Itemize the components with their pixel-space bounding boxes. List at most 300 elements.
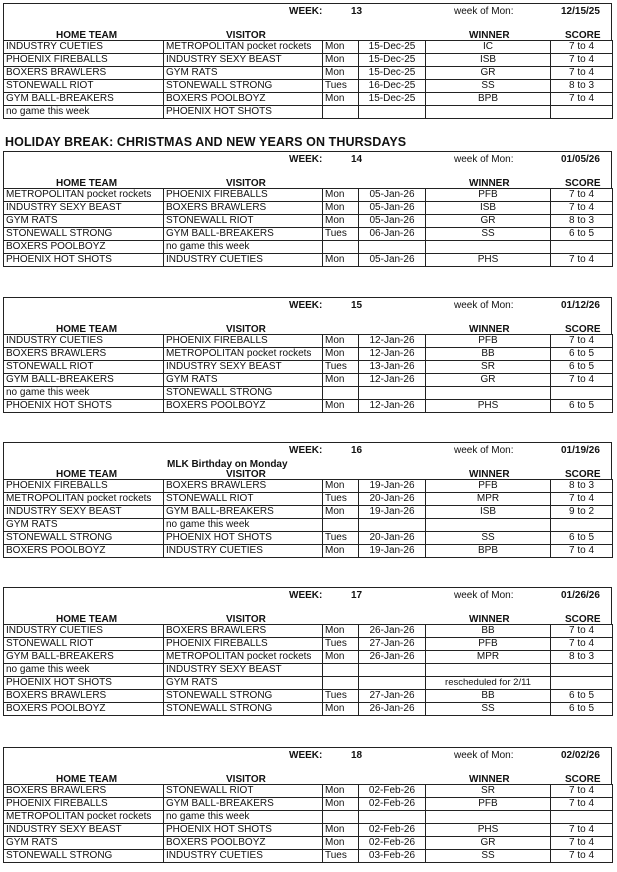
- col-home-team: HOME TEAM: [56, 774, 118, 785]
- day-cell: [323, 677, 359, 690]
- score-cell: 7 to 4: [551, 67, 613, 80]
- game-row: [4, 106, 613, 119]
- game-row: [4, 400, 613, 413]
- date-cell: [359, 106, 426, 119]
- week-header: [4, 443, 611, 479]
- score-cell: 7 to 4: [551, 837, 613, 850]
- week-label: WEEK:: [289, 750, 323, 761]
- score-cell: 7 to 4: [551, 493, 613, 506]
- home-team-cell: PHOENIX FIREBALLS: [4, 480, 164, 493]
- visitor-cell: BOXERS BRAWLERS: [164, 202, 323, 215]
- game-row: [4, 480, 613, 493]
- winner-cell: ISB: [426, 506, 551, 519]
- home-team-cell: PHOENIX HOT SHOTS: [4, 677, 164, 690]
- visitor-cell: INDUSTRY CUETIES: [164, 254, 323, 267]
- date-cell: 15-Dec-25: [359, 93, 426, 106]
- col-winner: WINNER: [469, 30, 510, 41]
- games-table: [3, 479, 613, 558]
- home-team-cell: INDUSTRY SEXY BEAST: [4, 506, 164, 519]
- winner-cell: [426, 387, 551, 400]
- week-label: WEEK:: [289, 154, 323, 165]
- day-cell: Mon: [323, 480, 359, 493]
- visitor-cell: BOXERS POOLBOYZ: [164, 837, 323, 850]
- day-cell: Mon: [323, 254, 359, 267]
- day-cell: Mon: [323, 189, 359, 202]
- col-home-team: HOME TEAM: [56, 614, 118, 625]
- home-team-cell: BOXERS POOLBOYZ: [4, 241, 164, 254]
- score-cell: 7 to 4: [551, 254, 613, 267]
- winner-cell: ISB: [426, 54, 551, 67]
- date-cell: 05-Jan-26: [359, 189, 426, 202]
- week-number: 13: [351, 6, 363, 17]
- winner-cell: BB: [426, 690, 551, 703]
- winner-cell: SS: [426, 532, 551, 545]
- game-row: [4, 493, 613, 506]
- date-cell: 05-Jan-26: [359, 202, 426, 215]
- score-cell: 7 to 4: [551, 202, 613, 215]
- col-score: SCORE: [565, 178, 601, 189]
- game-row: [4, 189, 613, 202]
- winner-cell: PHS: [426, 824, 551, 837]
- home-team-cell: STONEWALL RIOT: [4, 80, 164, 93]
- week-of-label: week of Mon:: [454, 445, 514, 456]
- date-cell: 19-Jan-26: [359, 506, 426, 519]
- score-cell: 8 to 3: [551, 215, 613, 228]
- game-row: [4, 387, 613, 400]
- game-row: [4, 67, 613, 80]
- date-cell: 26-Jan-26: [359, 651, 426, 664]
- week-of-date: 01/26/26: [561, 590, 600, 601]
- visitor-cell: GYM RATS: [164, 677, 323, 690]
- visitor-cell: no game this week: [164, 811, 323, 824]
- date-cell: [359, 519, 426, 532]
- week-note: MLK Birthday on Monday: [167, 459, 288, 470]
- day-cell: Mon: [323, 625, 359, 638]
- visitor-cell: GYM BALL-BREAKERS: [164, 506, 323, 519]
- score-cell: 7 to 4: [551, 824, 613, 837]
- visitor-cell: BOXERS POOLBOYZ: [164, 93, 323, 106]
- score-cell: 7 to 4: [551, 625, 613, 638]
- visitor-cell: GYM BALL-BREAKERS: [164, 798, 323, 811]
- week-of-label: week of Mon:: [454, 300, 514, 311]
- week-number: 15: [351, 300, 363, 311]
- week-of-date: 01/12/26: [561, 300, 600, 311]
- home-team-cell: GYM RATS: [4, 215, 164, 228]
- visitor-cell: BOXERS BRAWLERS: [164, 480, 323, 493]
- game-row: [4, 545, 613, 558]
- week-block: [3, 297, 612, 413]
- visitor-cell: PHOENIX FIREBALLS: [164, 638, 323, 651]
- game-row: [4, 703, 613, 716]
- date-cell: [359, 387, 426, 400]
- visitor-cell: PHOENIX HOT SHOTS: [164, 824, 323, 837]
- day-cell: Tues: [323, 80, 359, 93]
- day-cell: [323, 664, 359, 677]
- visitor-cell: STONEWALL RIOT: [164, 785, 323, 798]
- col-visitor: VISITOR: [226, 469, 266, 480]
- game-row: [4, 335, 613, 348]
- score-cell: 9 to 2: [551, 506, 613, 519]
- winner-cell: PFB: [426, 335, 551, 348]
- game-row: [4, 690, 613, 703]
- winner-cell: GR: [426, 374, 551, 387]
- visitor-cell: no game this week: [164, 241, 323, 254]
- score-cell: [551, 241, 613, 254]
- date-cell: 13-Jan-26: [359, 361, 426, 374]
- games-table: [3, 784, 613, 863]
- home-team-cell: BOXERS BRAWLERS: [4, 690, 164, 703]
- winner-cell: GR: [426, 837, 551, 850]
- score-cell: 7 to 4: [551, 785, 613, 798]
- winner-cell: ISB: [426, 202, 551, 215]
- home-team-cell: no game this week: [4, 664, 164, 677]
- game-row: [4, 215, 613, 228]
- games-table: [3, 40, 613, 119]
- col-visitor: VISITOR: [226, 324, 266, 335]
- games-table: [3, 624, 613, 716]
- visitor-cell: STONEWALL STRONG: [164, 387, 323, 400]
- date-cell: [359, 811, 426, 824]
- day-cell: Mon: [323, 703, 359, 716]
- score-cell: 8 to 3: [551, 651, 613, 664]
- day-cell: Mon: [323, 202, 359, 215]
- week-of-date: 02/02/26: [561, 750, 600, 761]
- week-block: [3, 587, 612, 716]
- game-row: [4, 54, 613, 67]
- visitor-cell: GYM RATS: [164, 374, 323, 387]
- week-header: [4, 588, 611, 624]
- winner-cell: SS: [426, 850, 551, 863]
- winner-cell: SR: [426, 785, 551, 798]
- col-winner: WINNER: [469, 178, 510, 189]
- week-block: [3, 442, 612, 558]
- col-score: SCORE: [565, 324, 601, 335]
- week-header: [4, 152, 611, 188]
- winner-cell: MPR: [426, 493, 551, 506]
- week-label: WEEK:: [289, 300, 323, 311]
- game-row: [4, 93, 613, 106]
- score-cell: 6 to 5: [551, 361, 613, 374]
- score-cell: 7 to 4: [551, 54, 613, 67]
- date-cell: 15-Dec-25: [359, 41, 426, 54]
- visitor-cell: METROPOLITAN pocket rockets: [164, 348, 323, 361]
- home-team-cell: INDUSTRY SEXY BEAST: [4, 202, 164, 215]
- score-cell: 6 to 5: [551, 690, 613, 703]
- home-team-cell: PHOENIX HOT SHOTS: [4, 400, 164, 413]
- day-cell: Mon: [323, 506, 359, 519]
- col-visitor: VISITOR: [226, 774, 266, 785]
- date-cell: 02-Feb-26: [359, 785, 426, 798]
- home-team-cell: GYM RATS: [4, 837, 164, 850]
- col-home-team: HOME TEAM: [56, 30, 118, 41]
- date-cell: 02-Feb-26: [359, 798, 426, 811]
- home-team-cell: STONEWALL RIOT: [4, 638, 164, 651]
- score-cell: [551, 664, 613, 677]
- week-of-date: 12/15/25: [561, 6, 600, 17]
- col-winner: WINNER: [469, 469, 510, 480]
- winner-cell: BPB: [426, 93, 551, 106]
- home-team-cell: BOXERS BRAWLERS: [4, 785, 164, 798]
- winner-cell: SS: [426, 228, 551, 241]
- visitor-cell: BOXERS BRAWLERS: [164, 625, 323, 638]
- day-cell: Mon: [323, 93, 359, 106]
- date-cell: 03-Feb-26: [359, 850, 426, 863]
- score-cell: 8 to 3: [551, 80, 613, 93]
- home-team-cell: INDUSTRY CUETIES: [4, 335, 164, 348]
- col-visitor: VISITOR: [226, 178, 266, 189]
- col-winner: WINNER: [469, 774, 510, 785]
- date-cell: 27-Jan-26: [359, 690, 426, 703]
- score-cell: 7 to 4: [551, 335, 613, 348]
- game-row: [4, 638, 613, 651]
- date-cell: 20-Jan-26: [359, 532, 426, 545]
- day-cell: Tues: [323, 850, 359, 863]
- home-team-cell: no game this week: [4, 387, 164, 400]
- visitor-cell: METROPOLITAN pocket rockets: [164, 41, 323, 54]
- date-cell: [359, 677, 426, 690]
- date-cell: 12-Jan-26: [359, 400, 426, 413]
- home-team-cell: STONEWALL STRONG: [4, 228, 164, 241]
- winner-cell: BPB: [426, 545, 551, 558]
- score-cell: 6 to 5: [551, 400, 613, 413]
- day-cell: Mon: [323, 374, 359, 387]
- game-row: [4, 532, 613, 545]
- week-block: [3, 747, 612, 863]
- day-cell: Mon: [323, 545, 359, 558]
- day-cell: Tues: [323, 361, 359, 374]
- game-row: [4, 80, 613, 93]
- date-cell: 26-Jan-26: [359, 625, 426, 638]
- day-cell: [323, 387, 359, 400]
- visitor-cell: PHOENIX HOT SHOTS: [164, 106, 323, 119]
- score-cell: 7 to 4: [551, 850, 613, 863]
- game-row: [4, 664, 613, 677]
- home-team-cell: METROPOLITAN pocket rockets: [4, 189, 164, 202]
- score-cell: 7 to 4: [551, 41, 613, 54]
- winner-cell: PHS: [426, 400, 551, 413]
- game-row: [4, 785, 613, 798]
- day-cell: Tues: [323, 532, 359, 545]
- winner-cell: [426, 519, 551, 532]
- winner-cell: SS: [426, 703, 551, 716]
- home-team-cell: BOXERS POOLBOYZ: [4, 545, 164, 558]
- day-cell: Mon: [323, 215, 359, 228]
- game-row: [4, 348, 613, 361]
- home-team-cell: METROPOLITAN pocket rockets: [4, 811, 164, 824]
- winner-cell: PFB: [426, 480, 551, 493]
- visitor-cell: no game this week: [164, 519, 323, 532]
- col-score: SCORE: [565, 30, 601, 41]
- winner-cell: GR: [426, 67, 551, 80]
- day-cell: [323, 811, 359, 824]
- col-visitor: VISITOR: [226, 614, 266, 625]
- home-team-cell: GYM BALL-BREAKERS: [4, 374, 164, 387]
- home-team-cell: PHOENIX FIREBALLS: [4, 54, 164, 67]
- date-cell: 02-Feb-26: [359, 837, 426, 850]
- game-row: [4, 254, 613, 267]
- score-cell: 7 to 4: [551, 93, 613, 106]
- day-cell: Mon: [323, 400, 359, 413]
- score-cell: 7 to 4: [551, 638, 613, 651]
- week-label: WEEK:: [289, 590, 323, 601]
- home-team-cell: PHOENIX HOT SHOTS: [4, 254, 164, 267]
- day-cell: [323, 241, 359, 254]
- day-cell: [323, 519, 359, 532]
- col-home-team: HOME TEAM: [56, 469, 118, 480]
- week-number: 14: [351, 154, 363, 165]
- day-cell: Mon: [323, 54, 359, 67]
- game-row: [4, 519, 613, 532]
- col-score: SCORE: [565, 774, 601, 785]
- game-row: [4, 361, 613, 374]
- visitor-cell: BOXERS POOLBOYZ: [164, 400, 323, 413]
- home-team-cell: PHOENIX FIREBALLS: [4, 798, 164, 811]
- date-cell: 20-Jan-26: [359, 493, 426, 506]
- visitor-cell: INDUSTRY SEXY BEAST: [164, 54, 323, 67]
- col-score: SCORE: [565, 469, 601, 480]
- winner-cell: BB: [426, 348, 551, 361]
- day-cell: Mon: [323, 798, 359, 811]
- day-cell: [323, 106, 359, 119]
- games-table: [3, 334, 613, 413]
- date-cell: 12-Jan-26: [359, 348, 426, 361]
- score-cell: [551, 519, 613, 532]
- date-cell: 02-Feb-26: [359, 824, 426, 837]
- score-cell: [551, 106, 613, 119]
- date-cell: [359, 664, 426, 677]
- score-cell: [551, 811, 613, 824]
- home-team-cell: INDUSTRY SEXY BEAST: [4, 824, 164, 837]
- games-table: [3, 188, 613, 267]
- home-team-cell: GYM BALL-BREAKERS: [4, 651, 164, 664]
- date-cell: 19-Jan-26: [359, 480, 426, 493]
- date-cell: 12-Jan-26: [359, 335, 426, 348]
- game-row: [4, 374, 613, 387]
- week-block: [3, 151, 612, 267]
- score-cell: 7 to 4: [551, 374, 613, 387]
- visitor-cell: STONEWALL STRONG: [164, 80, 323, 93]
- week-number: 18: [351, 750, 363, 761]
- winner-cell: PFB: [426, 798, 551, 811]
- date-cell: 15-Dec-25: [359, 54, 426, 67]
- home-team-cell: STONEWALL STRONG: [4, 850, 164, 863]
- date-cell: 15-Dec-25: [359, 67, 426, 80]
- day-cell: Tues: [323, 638, 359, 651]
- date-cell: 05-Jan-26: [359, 254, 426, 267]
- date-cell: 26-Jan-26: [359, 703, 426, 716]
- home-team-cell: INDUSTRY CUETIES: [4, 41, 164, 54]
- game-row: [4, 824, 613, 837]
- game-row: [4, 837, 613, 850]
- winner-cell: rescheduled for 2/11: [426, 677, 551, 690]
- winner-cell: [426, 811, 551, 824]
- score-cell: [551, 677, 613, 690]
- week-of-date: 01/19/26: [561, 445, 600, 456]
- day-cell: Tues: [323, 493, 359, 506]
- score-cell: 8 to 3: [551, 480, 613, 493]
- visitor-cell: PHOENIX FIREBALLS: [164, 335, 323, 348]
- week-number: 16: [351, 445, 363, 456]
- game-row: [4, 228, 613, 241]
- day-cell: Mon: [323, 67, 359, 80]
- date-cell: 27-Jan-26: [359, 638, 426, 651]
- visitor-cell: INDUSTRY SEXY BEAST: [164, 361, 323, 374]
- day-cell: Mon: [323, 651, 359, 664]
- score-cell: 6 to 5: [551, 532, 613, 545]
- col-home-team: HOME TEAM: [56, 324, 118, 335]
- winner-cell: PFB: [426, 638, 551, 651]
- game-row: [4, 202, 613, 215]
- score-cell: 6 to 5: [551, 703, 613, 716]
- visitor-cell: INDUSTRY SEXY BEAST: [164, 664, 323, 677]
- col-winner: WINNER: [469, 324, 510, 335]
- visitor-cell: INDUSTRY CUETIES: [164, 850, 323, 863]
- winner-cell: IC: [426, 41, 551, 54]
- game-row: [4, 506, 613, 519]
- date-cell: 12-Jan-26: [359, 374, 426, 387]
- home-team-cell: INDUSTRY CUETIES: [4, 625, 164, 638]
- score-cell: 7 to 4: [551, 798, 613, 811]
- winner-cell: [426, 664, 551, 677]
- week-header: [4, 298, 611, 334]
- game-row: [4, 41, 613, 54]
- game-row: [4, 798, 613, 811]
- game-row: [4, 677, 613, 690]
- home-team-cell: GYM RATS: [4, 519, 164, 532]
- home-team-cell: no game this week: [4, 106, 164, 119]
- day-cell: Tues: [323, 228, 359, 241]
- col-visitor: VISITOR: [226, 30, 266, 41]
- home-team-cell: STONEWALL RIOT: [4, 361, 164, 374]
- date-cell: 05-Jan-26: [359, 215, 426, 228]
- visitor-cell: INDUSTRY CUETIES: [164, 545, 323, 558]
- winner-cell: [426, 106, 551, 119]
- game-row: [4, 241, 613, 254]
- visitor-cell: GYM RATS: [164, 67, 323, 80]
- day-cell: Mon: [323, 348, 359, 361]
- winner-cell: MPR: [426, 651, 551, 664]
- week-of-label: week of Mon:: [454, 6, 514, 17]
- week-block: [3, 3, 612, 119]
- day-cell: Mon: [323, 335, 359, 348]
- week-header: [4, 4, 611, 40]
- day-cell: Mon: [323, 785, 359, 798]
- home-team-cell: BOXERS BRAWLERS: [4, 67, 164, 80]
- winner-cell: SR: [426, 361, 551, 374]
- holiday-banner: HOLIDAY BREAK: CHRISTMAS AND NEW YEARS ON THURSDAYS: [5, 135, 407, 149]
- score-cell: 7 to 4: [551, 189, 613, 202]
- score-cell: 6 to 5: [551, 348, 613, 361]
- visitor-cell: STONEWALL RIOT: [164, 215, 323, 228]
- score-cell: [551, 387, 613, 400]
- home-team-cell: GYM BALL-BREAKERS: [4, 93, 164, 106]
- day-cell: Mon: [323, 824, 359, 837]
- day-cell: Mon: [323, 837, 359, 850]
- home-team-cell: METROPOLITAN pocket rockets: [4, 493, 164, 506]
- game-row: [4, 850, 613, 863]
- visitor-cell: STONEWALL RIOT: [164, 493, 323, 506]
- week-of-label: week of Mon:: [454, 750, 514, 761]
- week-of-label: week of Mon:: [454, 154, 514, 165]
- game-row: [4, 625, 613, 638]
- date-cell: 16-Dec-25: [359, 80, 426, 93]
- score-cell: 7 to 4: [551, 545, 613, 558]
- score-cell: 6 to 5: [551, 228, 613, 241]
- day-cell: Mon: [323, 41, 359, 54]
- winner-cell: PFB: [426, 189, 551, 202]
- week-of-date: 01/05/26: [561, 154, 600, 165]
- home-team-cell: BOXERS BRAWLERS: [4, 348, 164, 361]
